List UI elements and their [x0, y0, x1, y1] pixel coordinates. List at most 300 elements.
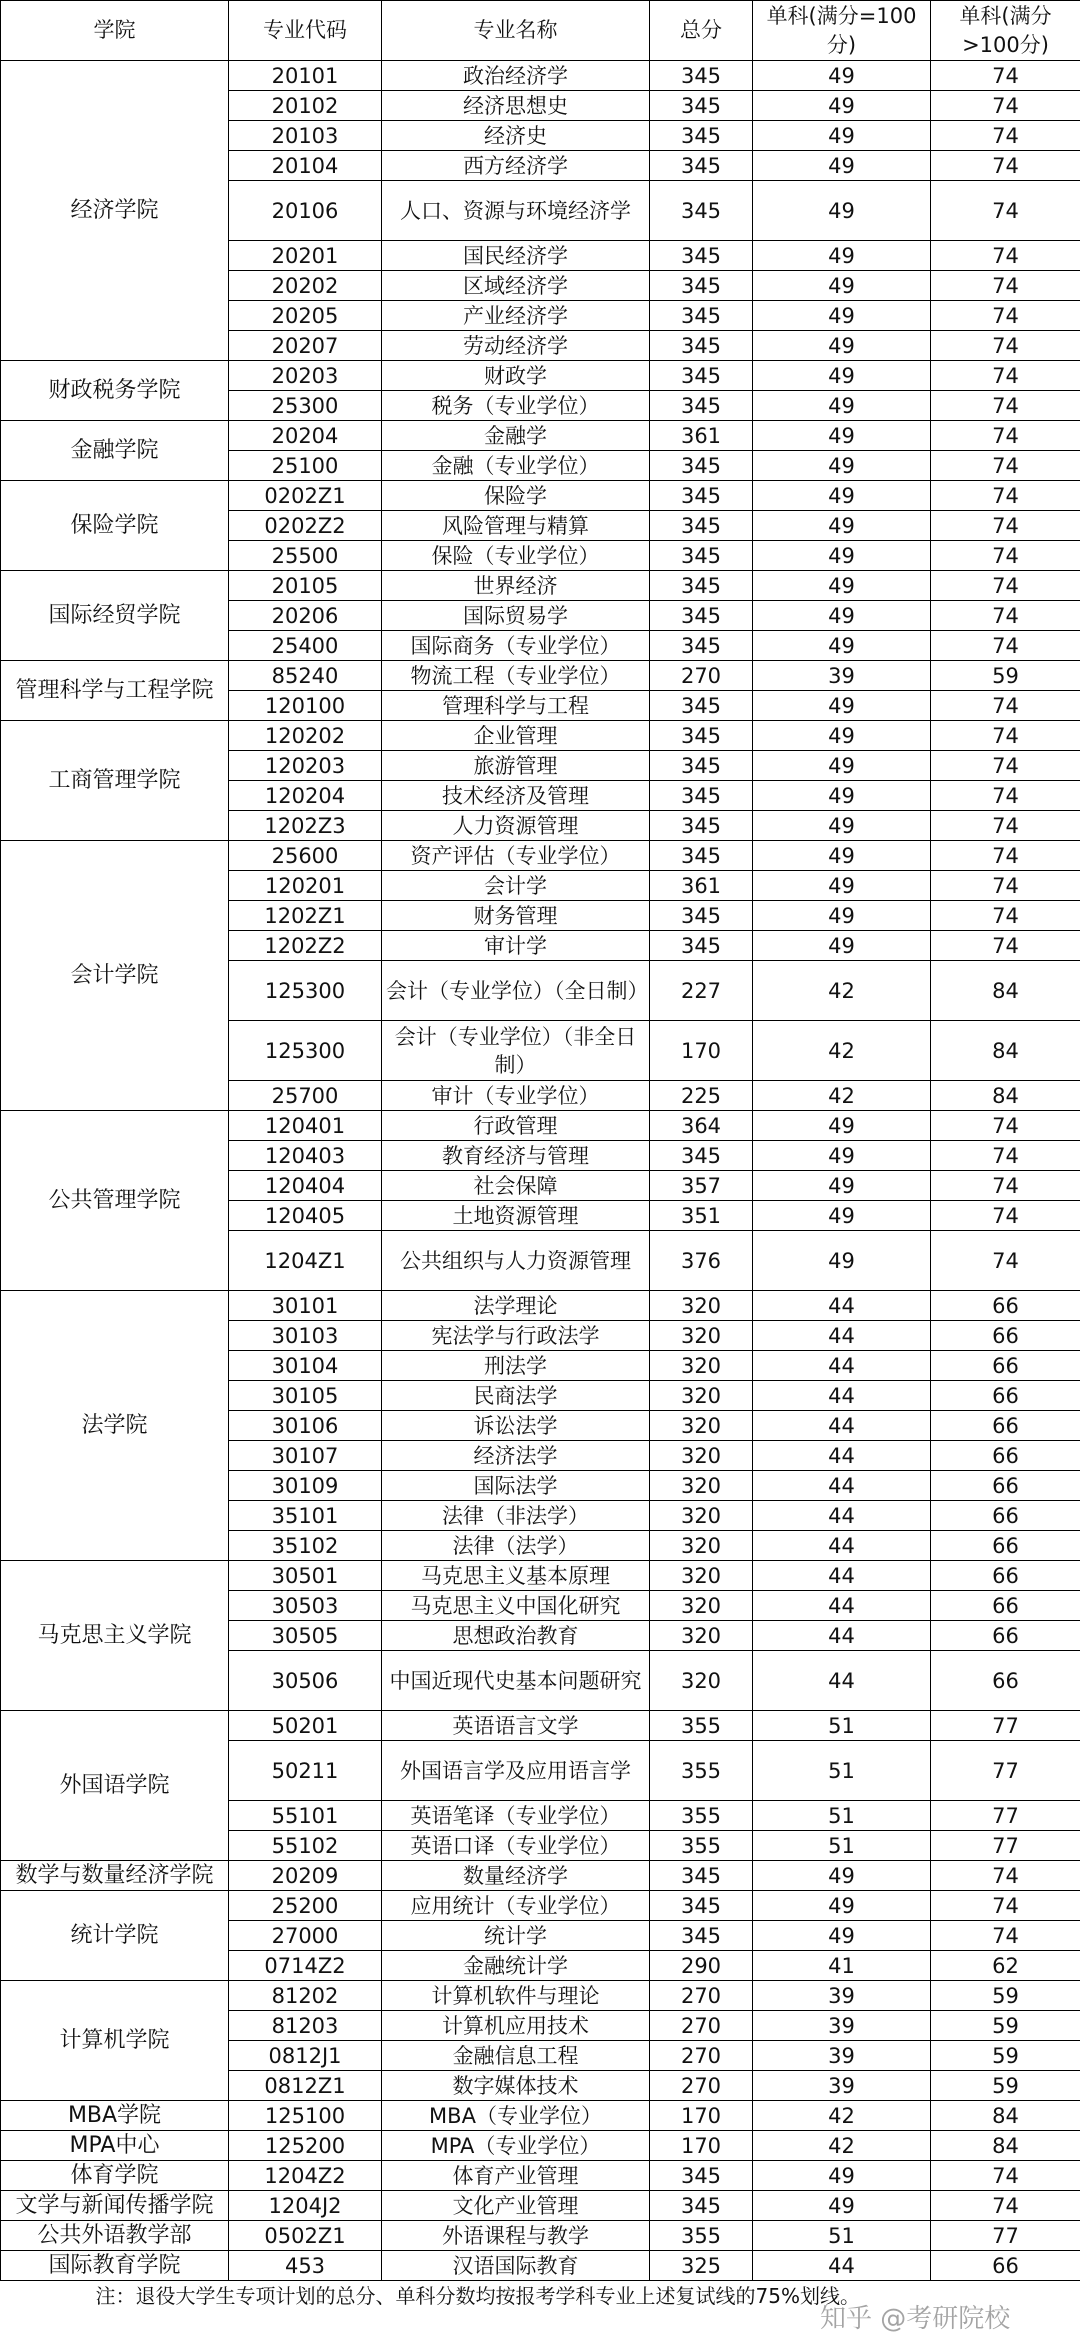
single-100-cell: 51	[753, 2221, 931, 2251]
watermark: 知乎 @考研院校	[820, 2304, 1011, 2334]
major-name-cell: 外国语言学及应用语言学	[382, 1741, 650, 1801]
total-score-cell: 345	[650, 181, 753, 241]
code-cell: 25700	[229, 1081, 382, 1111]
college-cell: 会计学院	[1, 841, 229, 1111]
major-name-cell: 汉语国际教育	[382, 2251, 650, 2281]
table-row	[1, 2131, 1080, 2161]
major-name-cell: 区域经济学	[382, 271, 650, 301]
total-score-cell: 320	[650, 1651, 753, 1711]
total-score-cell: 345	[650, 1891, 753, 1921]
single-over-100-cell: 74	[931, 151, 1080, 181]
code-cell: 125300	[229, 1021, 382, 1081]
code-cell: 125300	[229, 961, 382, 1021]
major-name-cell: 文化产业管理	[382, 2191, 650, 2221]
major-name-cell: 劳动经济学	[382, 331, 650, 361]
code-cell: 20204	[229, 421, 382, 451]
major-name-cell: 风险管理与精算	[382, 511, 650, 541]
total-score-cell: 345	[650, 901, 753, 931]
total-score-cell: 355	[650, 1711, 753, 1741]
total-score-cell: 227	[650, 961, 753, 1021]
code-cell: 0202Z1	[229, 481, 382, 511]
single-100-cell: 49	[753, 811, 931, 841]
table-row	[1, 61, 1080, 91]
single-over-100-cell: 74	[931, 721, 1080, 751]
single-over-100-cell: 66	[931, 1561, 1080, 1591]
single-100-cell: 49	[753, 421, 931, 451]
total-score-cell: 320	[650, 1471, 753, 1501]
total-score-cell: 345	[650, 2191, 753, 2221]
single-over-100-cell: 59	[931, 1981, 1080, 2011]
single-over-100-cell: 74	[931, 901, 1080, 931]
single-over-100-cell: 74	[931, 1201, 1080, 1231]
total-score-cell: 345	[650, 271, 753, 301]
single-100-cell: 49	[753, 271, 931, 301]
table-row	[1, 1711, 1080, 1741]
single-100-cell: 49	[753, 91, 931, 121]
single-100-cell: 39	[753, 2041, 931, 2071]
major-name-cell: 马克思主义基本原理	[382, 1561, 650, 1591]
header-single-over-100: 单科(满分>100分)	[931, 1, 1080, 61]
major-name-cell: 外语课程与教学	[382, 2221, 650, 2251]
college-cell: 文学与新闻传播学院	[1, 2191, 229, 2221]
table-row	[1, 2191, 1080, 2221]
major-name-cell: 计算机软件与理论	[382, 1981, 650, 2011]
single-100-cell: 49	[753, 301, 931, 331]
total-score-cell: 345	[650, 361, 753, 391]
header-code: 专业代码	[229, 1, 382, 61]
table-row	[1, 841, 1080, 871]
code-cell: 27000	[229, 1921, 382, 1951]
single-over-100-cell: 74	[931, 301, 1080, 331]
total-score-cell: 355	[650, 1801, 753, 1831]
code-cell: 25500	[229, 541, 382, 571]
major-name-cell: 宪法学与行政法学	[382, 1321, 650, 1351]
single-over-100-cell: 66	[931, 1591, 1080, 1621]
single-100-cell: 49	[753, 1231, 931, 1291]
total-score-cell: 320	[650, 1381, 753, 1411]
single-over-100-cell: 74	[931, 2161, 1080, 2191]
code-cell: 120404	[229, 1171, 382, 1201]
single-over-100-cell: 74	[931, 271, 1080, 301]
college-cell: 管理科学与工程学院	[1, 661, 229, 721]
major-name-cell: MBA（专业学位）	[382, 2101, 650, 2131]
major-name-cell: 马克思主义中国化研究	[382, 1591, 650, 1621]
header-college: 学院	[1, 1, 229, 61]
total-score-cell: 345	[650, 691, 753, 721]
major-name-cell: 金融统计学	[382, 1951, 650, 1981]
college-cell: 经济学院	[1, 61, 229, 361]
code-cell: 35101	[229, 1501, 382, 1531]
major-name-cell: 法学理论	[382, 1291, 650, 1321]
single-over-100-cell: 77	[931, 1801, 1080, 1831]
code-cell: 0812Z1	[229, 2071, 382, 2101]
code-cell: 125200	[229, 2131, 382, 2161]
single-over-100-cell: 74	[931, 811, 1080, 841]
college-cell: 体育学院	[1, 2161, 229, 2191]
single-100-cell: 49	[753, 1111, 931, 1141]
single-100-cell: 42	[753, 961, 931, 1021]
single-100-cell: 39	[753, 1981, 931, 2011]
total-score-cell: 345	[650, 1141, 753, 1171]
major-name-cell: 人口、资源与环境经济学	[382, 181, 650, 241]
code-cell: 120403	[229, 1141, 382, 1171]
code-cell: 1202Z2	[229, 931, 382, 961]
single-over-100-cell: 84	[931, 961, 1080, 1021]
single-over-100-cell: 66	[931, 1441, 1080, 1471]
single-over-100-cell: 74	[931, 931, 1080, 961]
major-name-cell: 民商法学	[382, 1381, 650, 1411]
total-score-cell: 376	[650, 1231, 753, 1291]
single-over-100-cell: 59	[931, 2071, 1080, 2101]
single-over-100-cell: 74	[931, 421, 1080, 451]
table-row	[1, 1561, 1080, 1591]
major-name-cell: 国民经济学	[382, 241, 650, 271]
code-cell: 50211	[229, 1741, 382, 1801]
total-score-cell: 320	[650, 1291, 753, 1321]
code-cell: 30101	[229, 1291, 382, 1321]
total-score-cell: 345	[650, 781, 753, 811]
single-100-cell: 44	[753, 1381, 931, 1411]
single-100-cell: 44	[753, 1321, 931, 1351]
college-cell: 计算机学院	[1, 1981, 229, 2101]
single-over-100-cell: 66	[931, 1321, 1080, 1351]
single-100-cell: 49	[753, 571, 931, 601]
major-name-cell: 教育经济与管理	[382, 1141, 650, 1171]
code-cell: 0812J1	[229, 2041, 382, 2071]
college-cell: 统计学院	[1, 1891, 229, 1981]
single-100-cell: 44	[753, 1441, 931, 1471]
total-score-cell: 345	[650, 241, 753, 271]
major-name-cell: 人力资源管理	[382, 811, 650, 841]
college-cell: 外国语学院	[1, 1711, 229, 1861]
single-100-cell: 49	[753, 541, 931, 571]
single-over-100-cell: 66	[931, 1381, 1080, 1411]
single-100-cell: 49	[753, 121, 931, 151]
single-100-cell: 49	[753, 2161, 931, 2191]
major-name-cell: 保险学	[382, 481, 650, 511]
major-name-cell: 管理科学与工程	[382, 691, 650, 721]
total-score-cell: 345	[650, 751, 753, 781]
single-100-cell: 49	[753, 451, 931, 481]
single-over-100-cell: 77	[931, 1831, 1080, 1861]
code-cell: 120201	[229, 871, 382, 901]
code-cell: 30505	[229, 1621, 382, 1651]
code-cell: 55101	[229, 1801, 382, 1831]
code-cell: 453	[229, 2251, 382, 2281]
total-score-cell: 345	[650, 391, 753, 421]
code-cell: 120401	[229, 1111, 382, 1141]
major-name-cell: 计算机应用技术	[382, 2011, 650, 2041]
single-over-100-cell: 77	[931, 2221, 1080, 2251]
table-row	[1, 2101, 1080, 2131]
major-name-cell: 社会保障	[382, 1171, 650, 1201]
single-100-cell: 49	[753, 751, 931, 781]
total-score-cell: 345	[650, 481, 753, 511]
major-name-cell: 世界经济	[382, 571, 650, 601]
single-100-cell: 51	[753, 1801, 931, 1831]
major-name-cell: 产业经济学	[382, 301, 650, 331]
major-name-cell: 应用统计（专业学位）	[382, 1891, 650, 1921]
header-single-100: 单科(满分=100分)	[753, 1, 931, 61]
major-name-cell: 行政管理	[382, 1111, 650, 1141]
total-score-cell: 345	[650, 91, 753, 121]
code-cell: 30501	[229, 1561, 382, 1591]
total-score-cell: 345	[650, 571, 753, 601]
major-name-cell: 会计学	[382, 871, 650, 901]
college-cell: 公共外语教学部	[1, 2221, 229, 2251]
total-score-cell: 345	[650, 151, 753, 181]
major-name-cell: 审计学	[382, 931, 650, 961]
code-cell: 25300	[229, 391, 382, 421]
total-score-cell: 345	[650, 841, 753, 871]
college-cell: 法学院	[1, 1291, 229, 1561]
code-cell: 20206	[229, 601, 382, 631]
header-row	[1, 1, 1080, 61]
code-cell: 55102	[229, 1831, 382, 1861]
code-cell: 20209	[229, 1861, 382, 1891]
footnote: 注：退役大学生专项计划的总分、单科分数均按报考学科专业上述复试线的75%划线。	[1, 2281, 1080, 2311]
total-score-cell: 345	[650, 1861, 753, 1891]
total-score-cell: 320	[650, 1591, 753, 1621]
major-name-cell: 资产评估（专业学位）	[382, 841, 650, 871]
single-over-100-cell: 74	[931, 1231, 1080, 1291]
total-score-cell: 361	[650, 871, 753, 901]
code-cell: 30103	[229, 1321, 382, 1351]
total-score-cell: 270	[650, 2011, 753, 2041]
single-100-cell: 49	[753, 1201, 931, 1231]
major-name-cell: 旅游管理	[382, 751, 650, 781]
major-name-cell: 英语笔译（专业学位）	[382, 1801, 650, 1831]
code-cell: 30107	[229, 1441, 382, 1471]
single-over-100-cell: 74	[931, 181, 1080, 241]
code-cell: 20102	[229, 91, 382, 121]
single-100-cell: 49	[753, 2191, 931, 2221]
single-over-100-cell: 59	[931, 2041, 1080, 2071]
total-score-cell: 345	[650, 631, 753, 661]
single-over-100-cell: 74	[931, 691, 1080, 721]
single-over-100-cell: 59	[931, 661, 1080, 691]
major-name-cell: 国际贸易学	[382, 601, 650, 631]
total-score-cell: 320	[650, 1441, 753, 1471]
total-score-cell: 320	[650, 1351, 753, 1381]
total-score-cell: 270	[650, 2071, 753, 2101]
code-cell: 120204	[229, 781, 382, 811]
major-name-cell: 物流工程（专业学位）	[382, 661, 650, 691]
single-over-100-cell: 74	[931, 1921, 1080, 1951]
major-name-cell: 统计学	[382, 1921, 650, 1951]
code-cell: 0502Z1	[229, 2221, 382, 2251]
code-cell: 35102	[229, 1531, 382, 1561]
major-name-cell: 体育产业管理	[382, 2161, 650, 2191]
total-score-cell: 345	[650, 331, 753, 361]
code-cell: 0714Z2	[229, 1951, 382, 1981]
major-name-cell: 国际商务（专业学位）	[382, 631, 650, 661]
total-score-cell: 270	[650, 1981, 753, 2011]
single-over-100-cell: 74	[931, 1111, 1080, 1141]
code-cell: 81202	[229, 1981, 382, 2011]
single-100-cell: 49	[753, 721, 931, 751]
major-name-cell: 英语语言文学	[382, 1711, 650, 1741]
single-over-100-cell: 66	[931, 1411, 1080, 1441]
total-score-cell: 361	[650, 421, 753, 451]
table-row	[1, 721, 1080, 751]
total-score-cell: 355	[650, 2221, 753, 2251]
table-body	[1, 61, 1080, 2281]
total-score-cell: 351	[650, 1201, 753, 1231]
single-over-100-cell: 74	[931, 1171, 1080, 1201]
major-name-cell: 刑法学	[382, 1351, 650, 1381]
single-100-cell: 44	[753, 1471, 931, 1501]
table-row	[1, 1291, 1080, 1321]
total-score-cell: 345	[650, 811, 753, 841]
table-row	[1, 2161, 1080, 2191]
major-name-cell: 金融信息工程	[382, 2041, 650, 2071]
single-over-100-cell: 74	[931, 1891, 1080, 1921]
single-over-100-cell: 74	[931, 91, 1080, 121]
code-cell: 0202Z2	[229, 511, 382, 541]
code-cell: 1202Z1	[229, 901, 382, 931]
total-score-cell: 345	[650, 931, 753, 961]
single-100-cell: 44	[753, 1531, 931, 1561]
header-name: 专业名称	[382, 1, 650, 61]
table-row	[1, 421, 1080, 451]
single-100-cell: 39	[753, 661, 931, 691]
total-score-cell: 320	[650, 1501, 753, 1531]
total-score-cell: 364	[650, 1111, 753, 1141]
single-100-cell: 49	[753, 1891, 931, 1921]
total-score-cell: 320	[650, 1411, 753, 1441]
major-name-cell: 财务管理	[382, 901, 650, 931]
college-cell: 国际教育学院	[1, 2251, 229, 2281]
code-cell: 120100	[229, 691, 382, 721]
single-100-cell: 44	[753, 1561, 931, 1591]
major-name-cell: 税务（专业学位）	[382, 391, 650, 421]
single-100-cell: 49	[753, 1171, 931, 1201]
total-score-cell: 170	[650, 2131, 753, 2161]
table-row	[1, 571, 1080, 601]
major-name-cell: 金融（专业学位）	[382, 451, 650, 481]
single-over-100-cell: 74	[931, 631, 1080, 661]
code-cell: 25200	[229, 1891, 382, 1921]
major-name-cell: 数字媒体技术	[382, 2071, 650, 2101]
single-over-100-cell: 66	[931, 1621, 1080, 1651]
code-cell: 20205	[229, 301, 382, 331]
single-100-cell: 44	[753, 1621, 931, 1651]
single-100-cell: 44	[753, 1291, 931, 1321]
single-100-cell: 49	[753, 61, 931, 91]
major-name-cell: 经济法学	[382, 1441, 650, 1471]
code-cell: 20106	[229, 181, 382, 241]
major-name-cell: 政治经济学	[382, 61, 650, 91]
single-over-100-cell: 66	[931, 1351, 1080, 1381]
total-score-cell: 345	[650, 301, 753, 331]
college-cell: MPA中心	[1, 2131, 229, 2161]
major-name-cell: 土地资源管理	[382, 1201, 650, 1231]
single-over-100-cell: 74	[931, 511, 1080, 541]
single-100-cell: 49	[753, 631, 931, 661]
code-cell: 1204J2	[229, 2191, 382, 2221]
code-cell: 1204Z2	[229, 2161, 382, 2191]
major-name-cell: 技术经济及管理	[382, 781, 650, 811]
single-100-cell: 44	[753, 1651, 931, 1711]
major-name-cell: 会计（专业学位）（非全日制）	[382, 1021, 650, 1081]
single-over-100-cell: 59	[931, 2011, 1080, 2041]
code-cell: 30106	[229, 1411, 382, 1441]
table-row	[1, 661, 1080, 691]
major-name-cell: 财政学	[382, 361, 650, 391]
single-over-100-cell: 74	[931, 571, 1080, 601]
code-cell: 25600	[229, 841, 382, 871]
code-cell: 20104	[229, 151, 382, 181]
major-name-cell: 金融学	[382, 421, 650, 451]
college-cell: 公共管理学院	[1, 1111, 229, 1291]
single-over-100-cell: 74	[931, 2191, 1080, 2221]
single-100-cell: 44	[753, 1591, 931, 1621]
single-over-100-cell: 77	[931, 1741, 1080, 1801]
total-score-cell: 357	[650, 1171, 753, 1201]
single-100-cell: 42	[753, 2101, 931, 2131]
code-cell: 120202	[229, 721, 382, 751]
code-cell: 1202Z3	[229, 811, 382, 841]
table-row	[1, 1981, 1080, 2011]
single-over-100-cell: 84	[931, 2101, 1080, 2131]
college-cell: 马克思主义学院	[1, 1561, 229, 1711]
single-over-100-cell: 74	[931, 481, 1080, 511]
total-score-cell: 345	[650, 121, 753, 151]
single-over-100-cell: 66	[931, 1501, 1080, 1531]
single-100-cell: 51	[753, 1831, 931, 1861]
total-score-cell: 320	[650, 1531, 753, 1561]
single-over-100-cell: 74	[931, 451, 1080, 481]
single-over-100-cell: 74	[931, 1141, 1080, 1171]
single-over-100-cell: 62	[931, 1951, 1080, 1981]
single-100-cell: 49	[753, 331, 931, 361]
single-100-cell: 42	[753, 2131, 931, 2161]
table-row	[1, 2251, 1080, 2281]
single-100-cell: 44	[753, 1501, 931, 1531]
single-100-cell: 49	[753, 871, 931, 901]
total-score-cell: 325	[650, 2251, 753, 2281]
single-over-100-cell: 74	[931, 391, 1080, 421]
table-row	[1, 2221, 1080, 2251]
single-100-cell: 49	[753, 691, 931, 721]
major-name-cell: 诉讼法学	[382, 1411, 650, 1441]
single-over-100-cell: 66	[931, 1471, 1080, 1501]
single-100-cell: 49	[753, 1921, 931, 1951]
single-over-100-cell: 66	[931, 1651, 1080, 1711]
single-100-cell: 39	[753, 2011, 931, 2041]
code-cell: 20101	[229, 61, 382, 91]
total-score-cell: 345	[650, 61, 753, 91]
code-cell: 20103	[229, 121, 382, 151]
total-score-cell: 345	[650, 451, 753, 481]
college-cell: 金融学院	[1, 421, 229, 481]
header-total: 总分	[650, 1, 753, 61]
major-name-cell: 保险（专业学位）	[382, 541, 650, 571]
single-over-100-cell: 77	[931, 1711, 1080, 1741]
single-over-100-cell: 66	[931, 2251, 1080, 2281]
table-row	[1, 481, 1080, 511]
total-score-cell: 345	[650, 2161, 753, 2191]
code-cell: 30503	[229, 1591, 382, 1621]
college-cell: 数学与数量经济学院	[1, 1861, 229, 1891]
single-over-100-cell: 74	[931, 361, 1080, 391]
code-cell: 85240	[229, 661, 382, 691]
single-over-100-cell: 74	[931, 61, 1080, 91]
code-cell: 120203	[229, 751, 382, 781]
total-score-cell: 225	[650, 1081, 753, 1111]
college-cell: MBA学院	[1, 2101, 229, 2131]
